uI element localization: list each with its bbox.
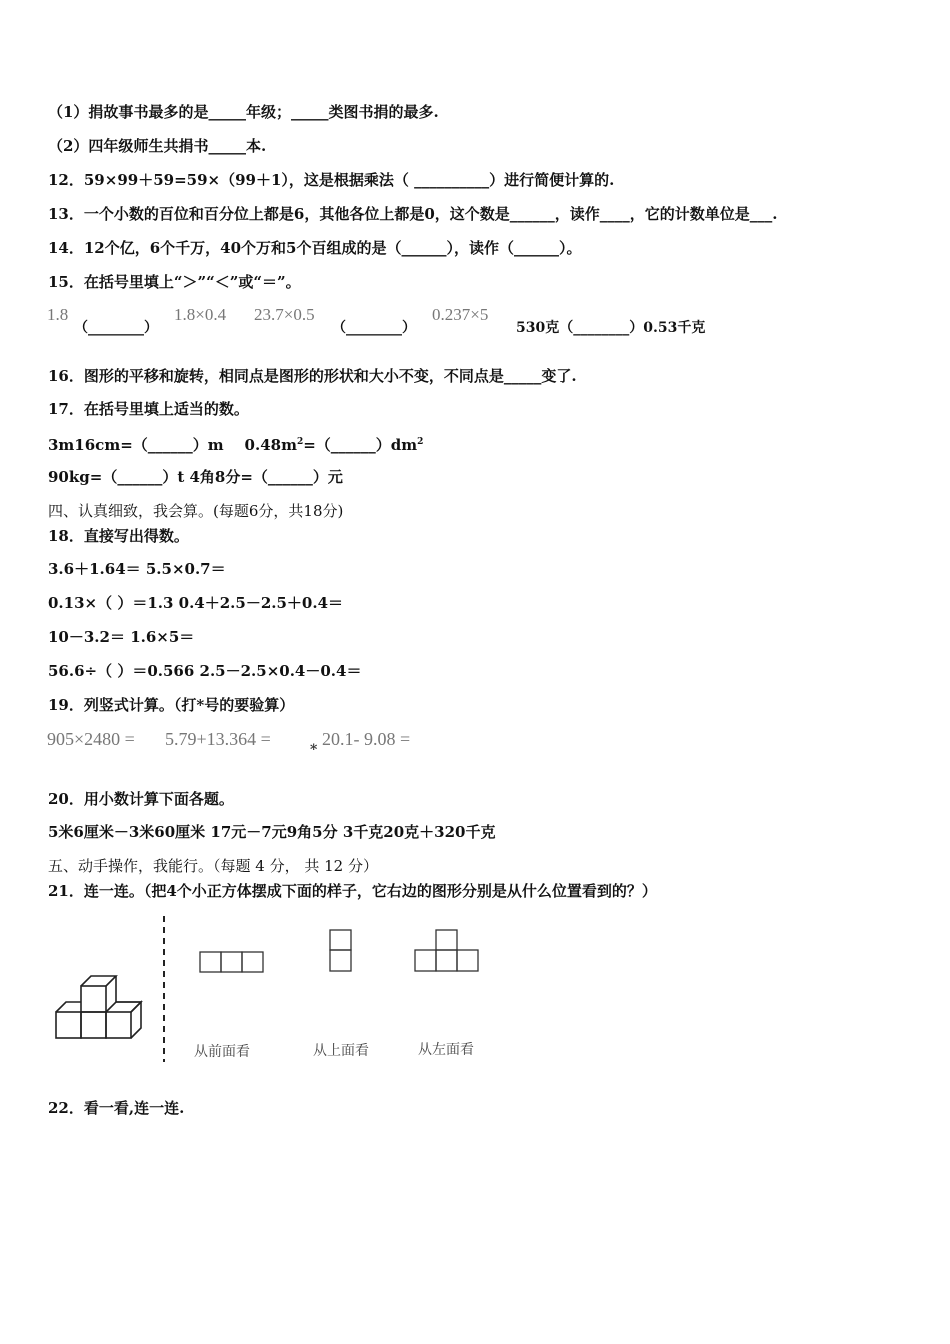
q18-row3: 10－3.2＝ 1.6×5＝: [48, 628, 195, 646]
q16-text: 16．图形的平移和旋转，相同点是图形的形状和大小不变，不同点是_____变了.: [48, 367, 577, 385]
q17-title: 17．在括号里填上适当的数。: [48, 400, 249, 418]
q11-part1: （1）捐故事书最多的是_____年级；_____类图书捐的最多.: [48, 103, 439, 121]
q20-title: 20．用小数计算下面各题。: [48, 790, 234, 808]
q18-row4: 56.6÷（ ）＝0.566 2.5－2.5×0.4－0.4＝: [48, 662, 362, 680]
q20-items: 5米6厘米－3米60厘米 17元－7元9角5分 3千克20克＋320千克: [48, 823, 496, 841]
q15-b1: 23.7×0.5: [254, 305, 315, 324]
view-left-label: 从左面看: [418, 1042, 474, 1058]
q15-a2: 1.8×0.4: [174, 305, 227, 324]
q15-a1: 1.8: [47, 305, 69, 324]
q18-title: 18．直接写出得数。: [48, 527, 189, 545]
q17-row2: 90kg=（______）t 4角8分=（______）元: [48, 468, 343, 486]
q15-blank1: （________）: [74, 320, 158, 336]
q15-blank2: （________）: [332, 320, 416, 336]
q19-e1: 905×2480 =: [47, 729, 135, 749]
section5-heading: 五、动手操作，我能行。（每题 4 分， 共 12 分）: [48, 857, 378, 875]
q19-title: 19．列竖式计算。（打*号的要验算）: [48, 696, 295, 714]
q21-title: 21．连一连。（把4个小正方体摆成下面的样子，它右边的图形分别是从什么位置看到的？）: [48, 882, 657, 900]
front-view-shape: [200, 952, 263, 972]
q15-c: 530克（________）0.53千克: [516, 320, 706, 336]
view-top-label: 从上面看: [313, 1043, 369, 1059]
q15-title: 15．在括号里填上“＞”“＜”或“＝”。: [48, 273, 301, 291]
left-view-shape: [415, 930, 478, 971]
q13-text: 13．一个小数的百位和百分位上都是6，其他各位上都是0，这个数是______，读作____，它的计数单位是___.: [48, 205, 778, 223]
q19-e3: 20.1- 9.08 =: [322, 729, 411, 749]
view-front-label: 从前面看: [194, 1044, 250, 1060]
q17-r1a: 3m16cm=（______）m: [48, 436, 224, 454]
top-view-shape: [330, 930, 351, 971]
q11-part2: （2）四年级师生共捐书_____本.: [48, 137, 267, 155]
q19-e2: 5.79+13.364 =: [165, 729, 271, 749]
q17-r1b-mid: =（______）dm: [303, 436, 418, 454]
cube-stack-drawing: [56, 976, 141, 1038]
q17-sup2: 2: [417, 437, 424, 447]
q14-text: 14．12个亿，6个千万，40个万和5个百组成的是（______），读作（______）。: [48, 239, 582, 257]
q15-b2: 0.237×5: [432, 305, 489, 324]
q17-row1: [48, 432, 423, 455]
q17-sup1: 2: [296, 437, 304, 447]
section4-heading: 四、认真细致，我会算。(每题6分，共18分): [48, 502, 344, 520]
q18-row1: 3.6＋1.64＝ 5.5×0.7＝: [48, 560, 226, 578]
q17-r1b-pre: 0.48m: [244, 436, 297, 454]
q18-row2: 0.13×（ ）＝1.3 0.4＋2.5－2.5＋0.4＝: [48, 594, 344, 612]
q22-text: 22．看一看,连一连.: [48, 1099, 185, 1117]
q19-star: *: [310, 742, 318, 758]
q12-text: 12．59×99＋59=59×（99＋1），这是根据乘法（ __________）进行简便计算的.: [48, 171, 615, 189]
